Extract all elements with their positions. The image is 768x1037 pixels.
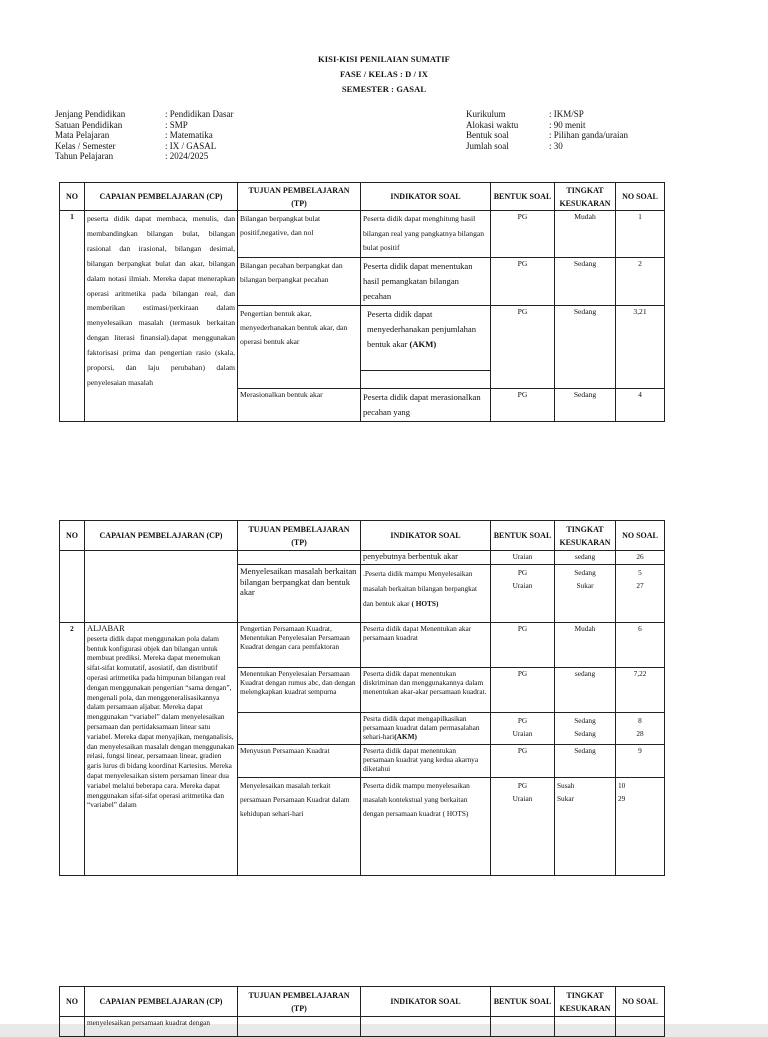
bentuk-cell (491, 1017, 555, 1037)
indikator-text: Peserta didik dapat menyederhanakan penjumlahan bentuk akar (367, 309, 477, 349)
kisi-table-1 (59, 182, 665, 422)
tingkat-cell: Sedang (555, 258, 616, 306)
table-header-row (60, 987, 665, 1017)
indikator-cell: Peserta didik mampu menyelesaikan masalah kontekstual yang berkaitan dengan persamaan kuadrat ( HOTS) (361, 778, 491, 876)
tujuan-cell: Pengertian bentuk akar, menyederhanakan bentuk akar, dan operasi bentuk akar (238, 306, 361, 389)
bentuk-value: PG (517, 716, 528, 725)
header-no: NO (60, 521, 85, 551)
header-cp: CAPAIAN PEMBELAJARAN (CP) (85, 521, 238, 551)
tingkat-cell (555, 778, 616, 876)
document-phase: FASE / KELAS : D / IX (340, 69, 428, 79)
table-row (60, 623, 665, 668)
meta-label: Mata Pelajaran (55, 130, 110, 140)
table-header-row (60, 183, 665, 211)
no-soal-value: 5 (638, 568, 642, 577)
no-soal-cell: 4 (616, 389, 665, 422)
meta-value: : IKM/SP (549, 109, 584, 119)
indikator-cell (361, 1017, 491, 1037)
header-indikator: INDIKATOR SOAL (361, 521, 491, 551)
bentuk-cell: PG (491, 623, 555, 668)
bentuk-cell: Uraian (491, 551, 555, 565)
akm-tag: (AKM) (409, 339, 437, 349)
header-no-soal: NO SOAL (616, 521, 665, 551)
bentuk-cell: PG (491, 745, 555, 778)
bentuk-cell (491, 778, 555, 876)
kisi-table-3 (59, 986, 665, 1037)
no-soal-value: 8 (638, 716, 642, 725)
meta-left (55, 109, 233, 162)
indikator-cell: penyebutnya berbentuk akar (361, 551, 491, 565)
bentuk-cell (491, 565, 555, 623)
bentuk-cell (491, 713, 555, 745)
bentuk-cell: PG (491, 306, 555, 389)
tingkat-cell: Sedang (555, 306, 616, 389)
meta-row (55, 120, 233, 131)
bentuk-value: Uraian (512, 729, 533, 738)
tujuan-cell: Menyelesaikan masalah terkait persamaan Persamaan Kuadrat dalam kehidupan sehari-hari (238, 778, 361, 876)
tingkat-cell: sedang (555, 551, 616, 565)
indikator-cell (361, 565, 491, 623)
no-soal-value: 28 (636, 729, 644, 738)
indikator-text: .Peserta didik mampu Menyelesaikan masalah berkaitan bilangan berpangkat dan bentuk akar (363, 569, 478, 608)
indikator-cell: Peserta didik dapat menentukan hasil pemangkatan bilangan pecahan (361, 258, 491, 306)
indikator-cell (361, 306, 491, 389)
capaian-text: peserta didik dapat menggunakan pola dalam bentuk konfigurasi objek dan bilangan untuk membuat prediksi. Mereka dapat menemukan sifat-sifat komutatif, asosiatif, dan distributif operasi aritmetika pada himpunan bilangan real dengan menggunakan pengertian “sama dengan”, mengenali pola, dan menggeneralisasikannya dalam persamaan aljabar. Mereka dapat menggunakan “variabel” dalam menyelesaikan persamaan dan pertidaksamaan linear satu variabel. Mereka dapat menyajikan, menganalisis, dan menyelesaikan masalah dengan menggunakan relasi, fungsi linear, persamaan linear, gradien garis lurus di bidang koordinat Kartesius. Mereka dapat menyelesaikan sistem persaman linear dua variabel melalui beberapa cara. Mereka dapat menggunakan sifat-sifat operasi aritmetika dan “variabel” dalam (87, 633, 235, 810)
tujuan-cell: Bilangan pecahan berpangkat dan bilangan berpangkat pecahan (238, 258, 361, 306)
header-tp: TUJUAN PEMBELAJARAN (TP) (238, 521, 361, 551)
capaian-cell (85, 551, 238, 623)
bentuk-value: PG (517, 781, 528, 790)
meta-row (466, 130, 628, 141)
capaian-cell: menyelesaikan persamaan kuadrat dengan (85, 1017, 238, 1037)
header-no-soal: NO SOAL (616, 987, 665, 1017)
tujuan-cell: Merasionalkan bentuk akar (238, 389, 361, 422)
tujuan-cell: Pengertian Persamaan Kuadrat, Menentukan Penyelesaian Persamaan Kuadrat dengan cara pemfaktoran (238, 623, 361, 668)
tujuan-cell (238, 713, 361, 745)
row-number (60, 551, 85, 623)
bentuk-cell: PG (491, 211, 555, 258)
indikator-cell: Peserta didik dapat Menentukan akar persamaan kuadrat (361, 623, 491, 668)
indikator-text: Pesrta didik dapat mengapilkasikan persamaan kuadrat dalam permasalahan sehari-hari (363, 714, 480, 741)
tingkat-cell (555, 565, 616, 623)
table-header-row (60, 521, 665, 551)
tingkat-cell: Sedang (555, 745, 616, 778)
tingkat-value: Sukar (576, 581, 594, 590)
tingkat-cell: sedang (555, 668, 616, 713)
no-soal-cell: 2 (616, 258, 665, 306)
header-bentuk: BENTUK SOAL (491, 521, 555, 551)
no-soal-cell (616, 713, 665, 745)
meta-label: Satuan Pendidikan (55, 119, 123, 130)
tujuan-cell: Bilangan berpangkat bulat positif,negative, dan nol (238, 211, 361, 258)
meta-row (55, 130, 233, 141)
row-number: 1 (60, 211, 85, 422)
no-soal-value: 10 (618, 781, 626, 790)
meta-row (55, 109, 233, 120)
header-cp: CAPAIAN PEMBELAJARAN (CP) (85, 987, 238, 1017)
meta-row (55, 141, 233, 152)
header-tp: TUJUAN PEMBELAJARAN (TP) (238, 183, 361, 211)
header-indikator: INDIKATOR SOAL (361, 987, 491, 1017)
tujuan-cell: Menyelesaikan masalah berkaitan bilangan berpangkat dan bentuk akar (238, 565, 361, 623)
bentuk-cell: PG (491, 389, 555, 422)
tujuan-cell (238, 1017, 361, 1037)
akm-tag: (AKM) (394, 732, 417, 741)
capaian-cell: peserta didik dapat membaca, menulis, dan membandingkan bilangan bulat, bilangan rasional dan irasional, bilangan desimal, bilangan berpangkat bulat dan akar, bilangan dalam notasi ilmiah. Mereka dapat menerapkan operasi aritmetika pada bilangan real, dan memberikan estimasi/perkiraan dalam menyelesaikan masalah (termasuk berkaitan dengan literasi finansial).dapat menggunakan faktorisasi prima dan pengertian rasio (skala, proporsi, dan laju perubahan) dalam penyelesaian masalah (85, 211, 238, 422)
tujuan-cell: Menyusun Persamaan Kuadrat (238, 745, 361, 778)
document-semester: SEMESTER : GASAL (341, 84, 427, 94)
meta-value: : 90 menit (549, 119, 586, 130)
tingkat-cell: Mudah (555, 623, 616, 668)
indikator-text (361, 306, 490, 370)
tingkat-value: Susah (557, 781, 575, 790)
no-soal-cell (616, 1017, 665, 1037)
header-tp: TUJUAN PEMBELAJARAN (TP) (238, 987, 361, 1017)
tingkat-value: Sedang (574, 716, 596, 725)
table-row (60, 551, 665, 565)
empty-subrow (361, 370, 490, 388)
meta-label: Tahun Pelajaran (55, 151, 114, 161)
tingkat-cell: Mudah (555, 211, 616, 258)
indikator-cell: Peserta didik dapat merasionalkan pecahan yang (361, 389, 491, 422)
meta-row (466, 120, 628, 131)
header-no: NO (60, 183, 85, 211)
bentuk-value: Uraian (512, 794, 533, 803)
document-title: KISI-KISI PENILAIAN SUMATIF (318, 54, 450, 64)
header-cp: CAPAIAN PEMBELAJARAN (CP) (85, 183, 238, 211)
meta-label: Jumlah soal (466, 140, 509, 151)
meta-row (466, 109, 628, 120)
indikator-cell: Peserta didik dapat menghitung hasil bilangan real yang pangkatnya bilangan bulat positif (361, 211, 491, 258)
tingkat-value: Sedang (574, 568, 596, 577)
header-indikator: INDIKATOR SOAL (361, 183, 491, 211)
meta-value: : IX / GASAL (165, 140, 217, 151)
no-soal-value: 29 (618, 794, 626, 803)
header-tingkat: TINGKAT KESUKARAN (555, 987, 616, 1017)
meta-value: : SMP (165, 119, 188, 130)
header-no: NO (60, 987, 85, 1017)
header-bentuk: BENTUK SOAL (491, 987, 555, 1017)
tujuan-cell: Menentukan Penyelesaian Persamaan Kuadrat dengan rumus abc, dan dengan melengkapkan kuadrat sempurna (238, 668, 361, 713)
bentuk-cell: PG (491, 258, 555, 306)
meta-label: Bentuk soal (466, 130, 509, 140)
bentuk-value: PG (517, 568, 528, 577)
tingkat-value: Sukar (557, 794, 575, 803)
no-soal-cell: 3,21 (616, 306, 665, 389)
header-no-soal: NO SOAL (616, 183, 665, 211)
no-soal-cell (616, 778, 665, 876)
meta-value: : Pilihan ganda/uraian (549, 130, 628, 140)
bentuk-cell: PG (491, 668, 555, 713)
meta-right (466, 109, 628, 151)
meta-value: : Matematika (165, 130, 213, 140)
tingkat-cell (555, 713, 616, 745)
indikator-cell: Peserta didik dapat menentukan persamaan kuadrat yang kedua akarnya diketahui (361, 745, 491, 778)
tujuan-cell (238, 551, 361, 565)
tingkat-cell (555, 1017, 616, 1037)
bentuk-value: Uraian (512, 581, 533, 590)
meta-row (466, 141, 628, 152)
meta-value: : Pendidikan Dasar (165, 109, 234, 119)
header-tingkat: TINGKAT KESUKARAN (555, 521, 616, 551)
no-soal-cell: 26 (616, 551, 665, 565)
indikator-cell: Peserta didik dapat menentukan diskriminan dan menggunakannya dalam menentukan akar-akar persamaan kuadrat. (361, 668, 491, 713)
meta-label: Jenjang Pendidikan (55, 109, 126, 119)
no-soal-cell (616, 565, 665, 623)
no-soal-cell: 7,22 (616, 668, 665, 713)
meta-value: : 30 (549, 140, 563, 151)
hots-tag: ( HOTS) (411, 599, 439, 608)
kisi-table-2 (59, 520, 665, 876)
meta-label: Kurikulum (466, 109, 506, 119)
no-soal-cell: 1 (616, 211, 665, 258)
header-tingkat: TINGKAT KESUKARAN (555, 183, 616, 211)
meta-value: : 2024/2025 (165, 151, 209, 161)
no-soal-cell: 6 (616, 623, 665, 668)
indikator-cell (361, 713, 491, 745)
meta-label: Kelas / Semester (55, 140, 116, 151)
tingkat-cell: Sedang (555, 389, 616, 422)
header-bentuk: BENTUK SOAL (491, 183, 555, 211)
no-soal-value: 27 (636, 581, 644, 590)
no-soal-cell: 9 (616, 745, 665, 778)
row-number: 2 (60, 623, 85, 876)
tingkat-value: Sedang (574, 729, 596, 738)
meta-label: Alokasi waktu (466, 119, 519, 130)
row-number (60, 1017, 85, 1037)
capaian-heading: ALJABAR (87, 624, 125, 633)
capaian-cell (85, 623, 238, 876)
meta-row (55, 151, 233, 162)
table-row (60, 1017, 665, 1037)
table-row (60, 211, 665, 258)
